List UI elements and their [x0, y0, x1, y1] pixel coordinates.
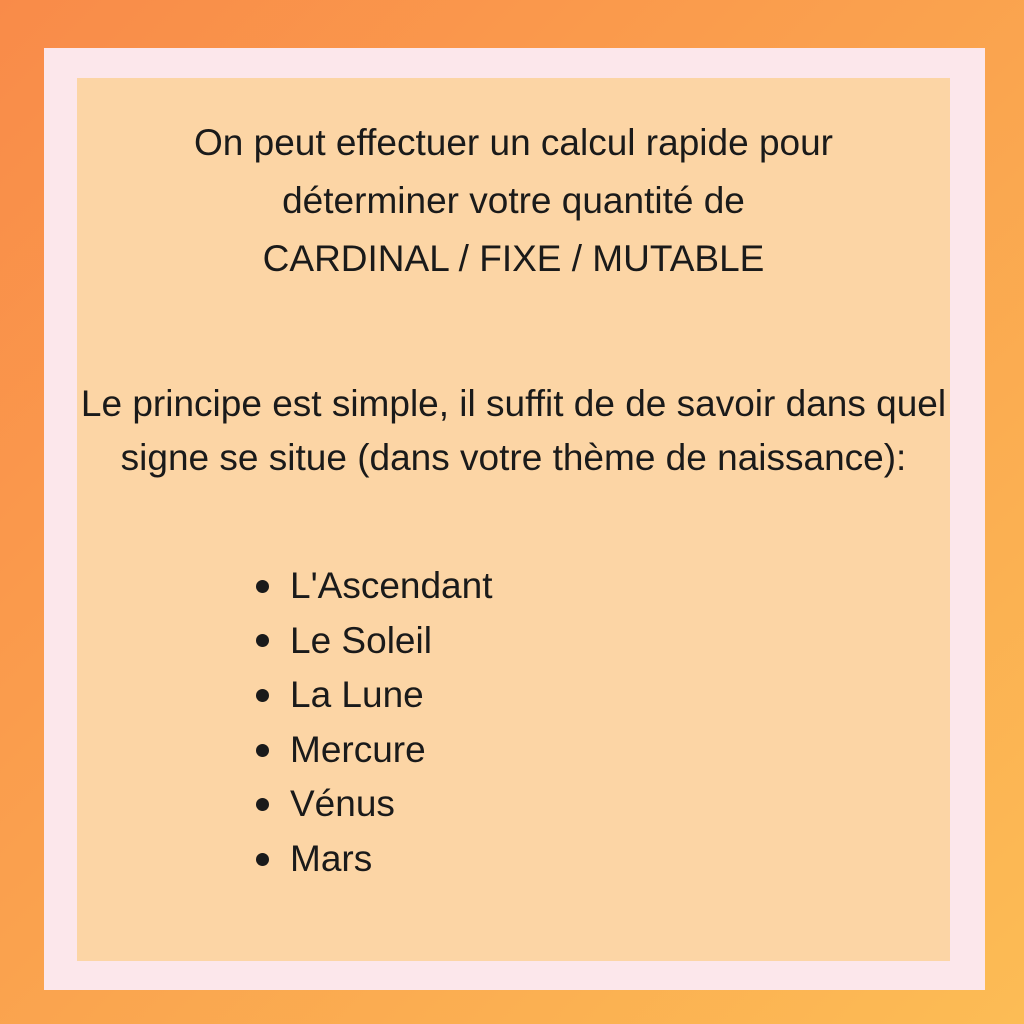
- list-item-label: Le Soleil: [290, 619, 432, 661]
- principle-text: [77, 377, 950, 485]
- intro-line-2: déterminer votre quantité de: [282, 180, 745, 221]
- intro-text: [77, 114, 950, 288]
- content-panel: [77, 78, 950, 961]
- bullet-icon: [256, 853, 269, 866]
- intro-line-1: On peut effectuer un calcul rapide pour: [193, 122, 833, 163]
- intro-line-caps: CARDINAL / FIXE / MUTABLE: [262, 238, 765, 279]
- bullet-icon: [256, 634, 269, 647]
- list-item: [290, 668, 950, 723]
- list-item: [290, 559, 950, 614]
- list-item-label: L'Ascendant: [290, 565, 493, 606]
- placements-list: [77, 559, 950, 887]
- list-item: [290, 777, 950, 832]
- principle-line-2: signe se situe (dans votre thème de naissance):: [120, 437, 907, 478]
- list-item-label: La Lune: [290, 674, 424, 716]
- bullet-icon: [256, 580, 269, 593]
- list-item: [290, 614, 950, 669]
- list-item-label: Mercure: [290, 728, 426, 770]
- pink-frame: [44, 48, 985, 990]
- bullet-icon: [256, 689, 269, 702]
- bullet-icon: [256, 744, 269, 757]
- bullet-icon: [256, 798, 269, 811]
- list-item: [290, 832, 950, 887]
- list-item-label: Mars: [290, 837, 373, 879]
- principle-line-1: Le principe est simple, il suffit de de savoir dans quel: [80, 383, 947, 424]
- list-item-label: Vénus: [290, 783, 395, 825]
- list-item: [290, 723, 950, 778]
